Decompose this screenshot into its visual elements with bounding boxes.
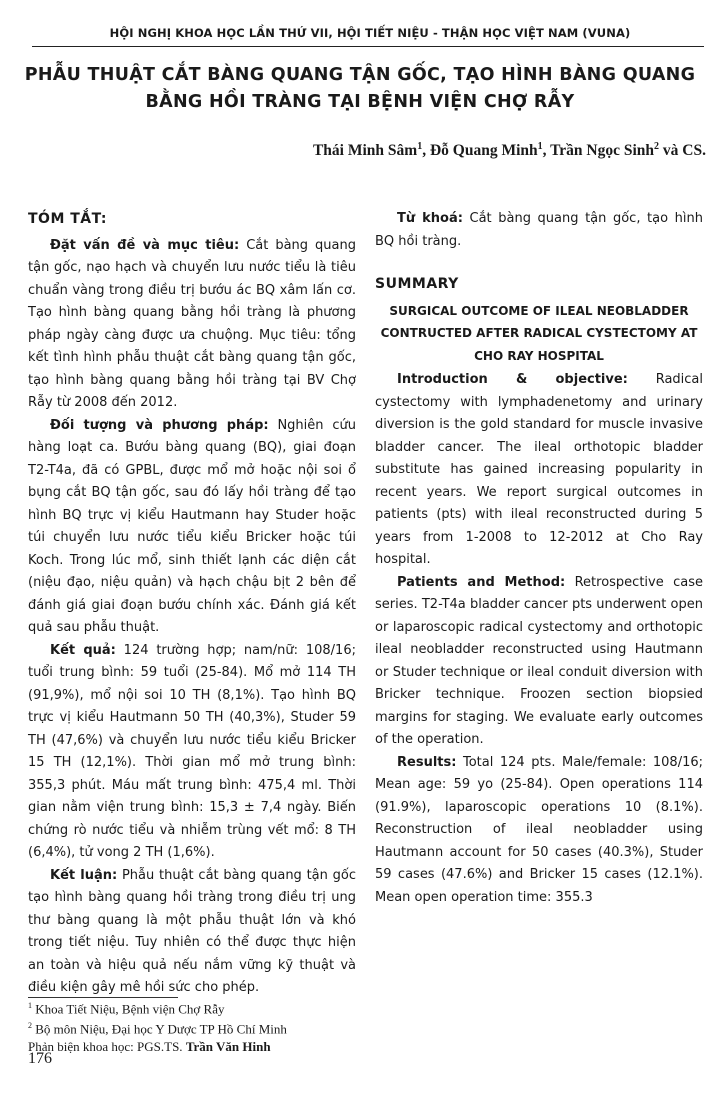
methods-label: Đối tượng và phương pháp:: [50, 417, 269, 433]
abstract-en-heading: SUMMARY: [375, 276, 459, 292]
reviewer-note: [28, 1038, 358, 1055]
footnote-2-text: Bộ môn Niệu, Đại học Y Dược TP Hồ Chí Minh: [32, 1021, 287, 1037]
abstract-en-methods-label: Patients and Method:: [397, 574, 566, 590]
author-3: Trần Ngọc Sinh: [550, 142, 655, 160]
author-2: Đỗ Quang Minh: [429, 142, 538, 160]
header-rule: [32, 46, 704, 47]
conclusion-label: Kết luận:: [50, 867, 118, 883]
methods-text: Nghiên cứu hàng loạt ca. Bướu bàng quang (BQ), giai đoạn T2-T4a, đã có GPBL, được mổ mở hoặc nội soi ổ bụng cắt BQ tận gốc, sau đó lấy hồi tràng để tạo hình BQ trực vị kiểu Hautmann hay Studer hoặc túi chuyển lưu nước tiểu kiểu Bricker hoặc túi Koch. Trong lúc mổ, sinh thiết lạnh các diện cắt (niệu đạo, niệu quản) và hạch chậu bịt 2 bên để đánh giá giai đoạn bướu chính xác. Đánh giá kết quả sau phẫu thuật.: [28, 417, 356, 635]
abstract-vi-conclusion: [28, 865, 356, 1000]
abstract-en-introduction-label: Introduction & objective:: [397, 372, 628, 387]
abstract-vi-keywords-text: Cắt bàng quang tận gốc, tạo hình BQ hồi tràng.: [375, 211, 703, 249]
abstract-en-introduction-text: Radical cystectomy with lymphadenetomy and urinary diversion is the gold standard for muscle invasive bladder cancer. The ileal orthotopic bladder substitute has gained increasing popularity in recent years. We report surgical outcomes in patients (pts) with ileal reconstructed during 5 years from 1-2008 to 12-2012 at Cho Ray hospital.: [375, 372, 703, 567]
author-tail: và CS.: [659, 142, 706, 160]
abstract-en-results-label: Results:: [397, 754, 457, 770]
author-1: Thái Minh Sâm: [312, 142, 418, 160]
abstract-vi-heading: TÓM TẮT:: [28, 211, 108, 227]
abstract-en-methods: [375, 572, 703, 752]
footnote-2-mark: 2: [28, 1021, 32, 1031]
page-number: 176: [28, 1050, 52, 1067]
abstract-vi-methods: [28, 415, 356, 640]
paper-title: [20, 62, 700, 116]
footnote-1: [28, 997, 358, 1017]
abstract-en-results: [375, 752, 703, 910]
footnote-1-text: Khoa Tiết Niệu, Bệnh viện Chợ Rẫy: [32, 1001, 225, 1017]
abstract-vi-introduction: [28, 235, 356, 415]
left-column: [28, 208, 356, 1000]
reviewer-label: Phản biện khoa học: PGS.TS.: [28, 1038, 186, 1054]
right-column: [375, 208, 703, 909]
author-separator: ,: [422, 142, 430, 160]
conclusion-text: Phẫu thuật cắt bàng quang tận gốc tạo hình bàng quang hồi tràng trong điều trị ung thư bàng quang là một phẫu thuật lớn và khó trong tiết niệu. Tuy nhiên có thể được thực hiện an toàn và hiệu quả nếu nắm vững kỹ thuật và điều kiện gây mê hồi sức cho phép.: [28, 867, 356, 995]
paper-title-line-1: PHẪU THUẬT CẮT BÀNG QUANG TẬN GỐC, TẠO HÌNH BÀNG QUANG: [24, 65, 696, 85]
abstract-en-introduction: [375, 369, 703, 572]
paper-title-line-2: BẰNG HỒI TRÀNG TẠI BỆNH VIỆN CHỢ RẪY: [145, 92, 575, 112]
abstract-vi-results: [28, 640, 356, 865]
abstract-vi-keywords-label: Từ khoá:: [397, 211, 463, 226]
footnote-2: [28, 1017, 358, 1037]
footnotes: [28, 997, 358, 1055]
author-list: [313, 141, 706, 160]
author-1-affiliation: 1: [417, 141, 423, 152]
author-3-affiliation: 2: [654, 141, 660, 152]
abstract-en-title: [375, 300, 703, 368]
results-text: 124 trường hợp; nam/nữ: 108/16; tuổi trung bình: 59 tuổi (25-84). Mổ mở 114 TH (91,9%), mổ nội soi 10 TH (8,1%). Tạo hình BQ trực vị kiểu Hautmann 50 TH (40,3%), Studer 59 TH (47,6%) và chuyển lưu nước tiểu kiểu Bricker 15 TH (12,1%). Thời gian mổ mở trung bình: 355,3 phút. Máu mất trung bình: 475,4 ml. Thời gian nằm viện trung bình: 15,3 ± 7,4 ngày. Biến chứng rò nước tiểu và nhiễm trùng vết mổ: 8 TH (6,4%), tử vong 2 TH (1,6%).: [28, 642, 356, 860]
author-separator: ,: [542, 142, 551, 160]
intro-text: Cắt bàng quang tận gốc, nạo hạch và chuyển lưu nước tiểu là tiêu chuẩn vàng trong điều trị bướu ác BQ xâm lấn cơ. Tạo hình bàng quang bằng hồi tràng là phương pháp ngày càng được ưa chuộng. Mục tiêu: tổng kết tình hình phẫu thuật cắt bàng quang tận gốc, tạo hình bàng quang bằng hồi tràng tại BV Chợ Rẫy từ 2008 đến 2012.: [28, 237, 356, 410]
abstract-vi-keywords: [375, 208, 703, 253]
section-gap: [375, 253, 703, 273]
abstract-en-results-text: Total 124 pts. Male/female: 108/16; Mean age: 59 yo (25-84). Open operations 114 (91.9%), laparoscopic operations 10 (8.1%). Reconstruction of ileal neobladder using Hautmann account for 50 cases (40.3%), Studer 59 cases (47.6%) and Bricker 15 cases (12.1%). Mean open operation time: 355.3: [375, 754, 703, 905]
running-head: HỘI NGHỊ KHOA HỌC LẦN THỨ VII, HỘI TIẾT NIỆU - THẬN HỌC VIỆT NAM (VUNA): [109, 26, 631, 40]
footnote-1-mark: 1: [28, 1001, 32, 1010]
author-2-affiliation: 1: [537, 141, 543, 152]
intro-label: Đặt vấn đề và mục tiêu:: [50, 237, 240, 253]
abstract-en-title-line-3: CHO RAY HOSPITAL: [474, 348, 604, 363]
abstract-en-methods-text: Retrospective case series. T2-T4a bladder cancer pts underwent open or laparoscopic radical cystectomy and orthotopic ileal neobladder reconstructed using Hautmann or Studer technique or ileal conduit diversion with Bricker technique. Froozen section biopsied margins for staging. We evaluate early outcomes of the operation.: [375, 574, 703, 747]
reviewer-name: Trần Văn Hinh: [185, 1038, 271, 1054]
abstract-en-title-line-1: SURGICAL OUTCOME OF ILEAL NEOBLADDER: [389, 303, 689, 318]
results-label: Kết quả:: [50, 642, 116, 658]
abstract-en-title-line-2: CONTRUCTED AFTER RADICAL CYSTECTOMY AT: [380, 326, 698, 340]
